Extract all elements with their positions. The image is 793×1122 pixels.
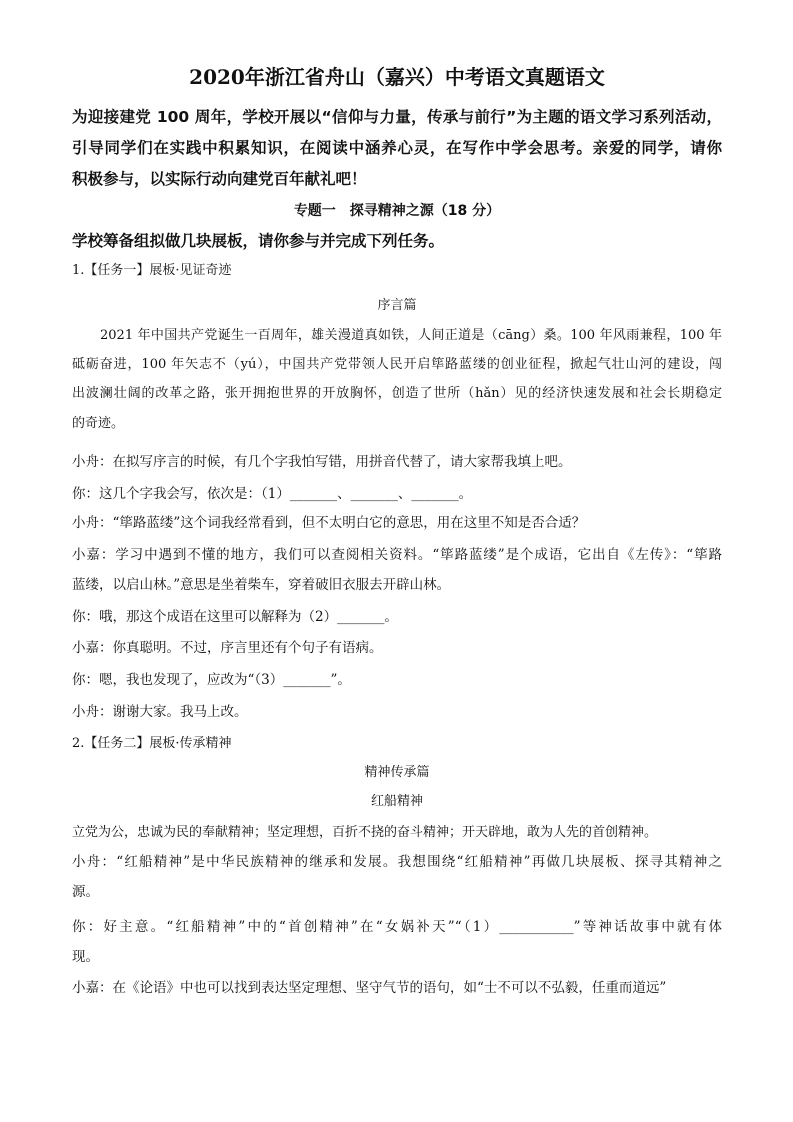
task2-heading: 2.【任务二】展板·传承精神 [72, 736, 232, 751]
dialogue-line: 蓝缕，以启山林。”意思是坐着柴车，穿着破旧衣服去开辟山林。 [72, 577, 451, 593]
intro-line: 引导同学们在实践中积累知识，在阅读中涵养心灵，在写作中学会思考。亲爱的同学，请你 [72, 139, 722, 157]
preface-line: 出波澜壮阔的改革之路，张开拥抱世界的开放胸怀，创造了世所（hǎn）见的经济快速发展和社会长期稳定 [72, 386, 722, 401]
task1-heading: 1.【任务一】展板·见证奇迹 [72, 263, 232, 278]
dialogue-line: 你：嗯，我也发现了，应改为“（3）_______”。 [72, 672, 351, 688]
preface-line: 的奇迹。 [72, 416, 125, 431]
topic-instruction: 学校筹备组拟做几块展板，请你参与并完成下列任务。 [72, 232, 445, 250]
preface-line: 2021 年中国共产党诞生一百周年，雄关漫道真如铁，人间正道是（cāng）桑。100 年风雨兼程，100 年 [100, 328, 722, 343]
dialogue-line: 你：哦，那这个成语在这里可以解释为（2）_______。 [72, 609, 398, 625]
task1-subtitle: 序言篇 [377, 298, 417, 313]
preface-line: 砥砺奋进，100 年矢志不（yú），中国共产党带领人民开启筚路蓝缕的创业征程，掀起气壮山河的建设，闯 [72, 357, 722, 372]
dialogue-line: 你：这几个字我会写，依次是：（1）_______、_______、_______。 [72, 486, 473, 502]
topic-heading: 专题一 探寻精神之源（18 分） [293, 203, 501, 219]
task2-line: 你：好主意。“红船精神”中的“首创精神”在“女娲补天”“（1）___________”等神话故事中就有体 [72, 919, 722, 935]
task2-line: 立党为公，忠诚为民的奉献精神；坚定理想，百折不挠的奋斗精神；开天辟地，敢为人先的首创精神。 [72, 825, 658, 840]
dialogue-line: 小嘉：学习中遇到不懂的地方，我们可以查阅相关资料。“筚路蓝缕”是个成语，它出自《左传》：“筚路 [72, 547, 722, 563]
intro-line: 积极参与，以实际行动向建党百年献礼吧！ [72, 170, 367, 188]
page-title: 2020年浙江省舟山（嘉兴）中考语文真题语文 [189, 65, 605, 89]
task2-line: 源。 [72, 884, 99, 900]
task2-sub-subtitle: 红船精神 [370, 794, 423, 809]
task2-line: 现。 [72, 949, 99, 965]
task2-subtitle: 精神传承篇 [364, 765, 430, 780]
intro-line: 为迎接建党 100 周年，学校开展以“信仰与力量，传承与前行”为主题的语文学习系列活动， [72, 108, 722, 126]
dialogue-line: 小舟：“筚路蓝缕”这个词我经常看到，但不太明白它的意思，用在这里不知是否合适？ [72, 515, 586, 531]
task2-line: 小嘉：在《论语》中也可以找到表达坚定理想、坚守气节的语句，如“士不可以不弘毅，任重而道远” [72, 980, 667, 996]
dialogue-line: 小舟：在拟写序言的时候，有几个字我怕写错，用拼音代替了，请大家帮我填上吧。 [72, 454, 572, 470]
task2-line: 小舟：“红船精神”是中华民族精神的继承和发展。我想围绕“红船精神”再做几块展板、探寻其精神之 [72, 854, 722, 870]
dialogue-line: 小嘉：你真聪明。不过，序言里还有个句子有语病。 [72, 640, 383, 656]
dialogue-line: 小舟：谢谢大家。我马上改。 [72, 704, 248, 720]
